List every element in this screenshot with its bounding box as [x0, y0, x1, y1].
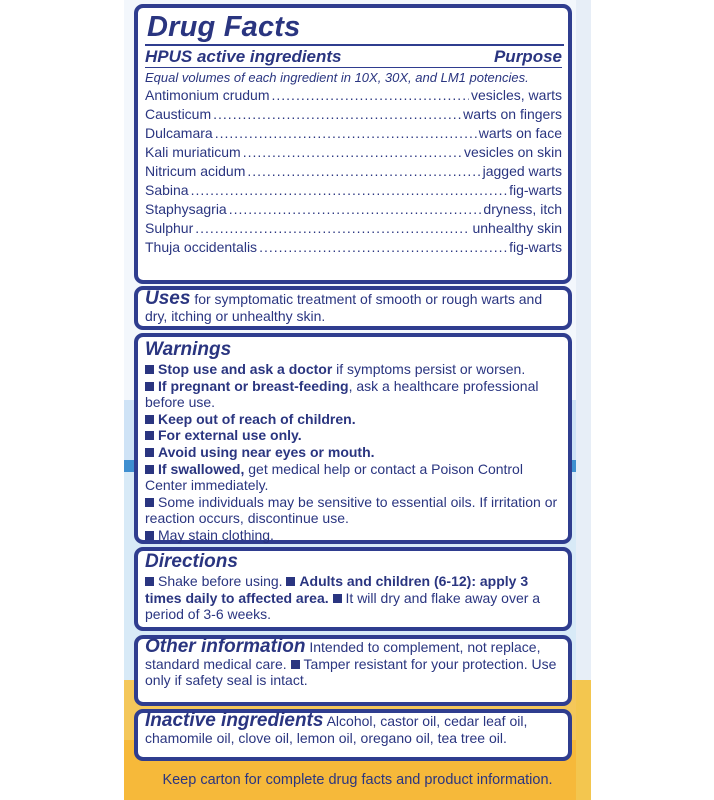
- carton-footer-note: Keep carton for complete drug facts and product information.: [162, 772, 553, 788]
- directions-text: [145, 573, 562, 623]
- warning-item: [145, 461, 562, 494]
- inactive-text: [145, 710, 562, 746]
- leader-dots: [229, 200, 482, 219]
- square-bullet-icon: [145, 577, 154, 586]
- warning-bold: Avoid using near eyes or mouth.: [158, 443, 375, 460]
- ingredient-name: Dulcamara: [145, 125, 213, 141]
- ingredient-row: [145, 238, 562, 257]
- uses-panel: [134, 286, 572, 330]
- other-info-p2: Tamper resistant for your protection. Use only if safety seal is intact.: [145, 655, 557, 689]
- other-info-title: Other information: [145, 636, 306, 657]
- ingredient-name: Staphysagria: [145, 201, 227, 217]
- ingredient-purpose: dryness, itch: [483, 201, 562, 217]
- ingredient-list: [145, 86, 562, 257]
- square-bullet-icon: [145, 415, 154, 424]
- square-bullet-icon: [145, 531, 154, 540]
- warnings-title: Warnings: [145, 339, 232, 360]
- ingredient-purpose: fig-warts: [509, 239, 562, 255]
- leader-dots: [215, 124, 477, 143]
- warning-text: May stain clothing.: [158, 526, 274, 543]
- ingredient-name: Sabina: [145, 182, 189, 198]
- ingredient-row: [145, 105, 562, 124]
- warning-text: if symptoms persist or worsen.: [332, 361, 526, 377]
- other-info-text: [145, 636, 562, 689]
- square-bullet-icon: [333, 594, 342, 603]
- uses-title: Uses: [145, 288, 191, 309]
- warnings-panel: [134, 333, 572, 544]
- ingredient-name: Causticum: [145, 106, 212, 122]
- ingredients-header-right: Purpose: [493, 47, 562, 66]
- uses-text: for symptomatic treatment of smooth or rough warts and dry, itching or unhealthy skin.: [145, 291, 543, 324]
- inactive-ingredients-panel: [134, 709, 572, 761]
- square-bullet-icon: [145, 431, 154, 440]
- active-ingredients-panel: [134, 4, 572, 284]
- ingredient-purpose: jagged warts: [482, 163, 562, 179]
- warning-bold: If swallowed,: [158, 460, 245, 477]
- ingredient-name: Nitricum acidum: [145, 163, 246, 179]
- carton-edge: [576, 0, 591, 800]
- warning-item: [145, 378, 562, 411]
- leader-dots: [243, 143, 462, 162]
- warning-item: [145, 361, 562, 378]
- ingredient-name: Antimonium crudum: [145, 87, 270, 103]
- directions-panel: [134, 547, 572, 631]
- ingredient-name: Sulphur: [145, 220, 194, 236]
- warning-bold: Keep out of reach of children.: [158, 410, 356, 427]
- ingredient-purpose: unhealthy skin: [472, 220, 562, 236]
- square-bullet-icon: [291, 660, 300, 669]
- ingredient-name: Kali muriaticum: [145, 144, 241, 160]
- ingredient-row: [145, 162, 562, 181]
- inactive-list: Alcohol, castor oil, cedar leaf oil, chamomile oil, clove oil, lemon oil, oregano oil, tea tree oil.: [145, 713, 528, 746]
- directions-title: Directions: [145, 551, 238, 572]
- leader-dots: [247, 162, 480, 181]
- ingredient-row: [145, 219, 562, 238]
- ingredients-header: [145, 46, 562, 67]
- header-rule: [145, 67, 562, 68]
- square-bullet-icon: [145, 382, 154, 391]
- warning-bold: If pregnant or breast-feeding: [158, 377, 349, 394]
- ingredient-row: [145, 124, 562, 143]
- ingredient-name: Thuja occidentalis: [145, 239, 258, 255]
- leader-dots: [191, 181, 508, 200]
- ingredient-purpose: warts on fingers: [463, 106, 562, 122]
- warning-text: , ask a healthcare professional before use.: [145, 377, 539, 411]
- warning-item: [145, 494, 562, 527]
- warning-bold: For external use only.: [158, 427, 302, 444]
- leader-dots: [213, 105, 461, 124]
- leader-dots: [259, 238, 507, 257]
- square-bullet-icon: [145, 498, 154, 507]
- square-bullet-icon: [145, 448, 154, 457]
- ingredient-purpose: warts on face: [478, 125, 562, 141]
- ingredient-row: [145, 143, 562, 162]
- ingredient-purpose: vesicles, warts: [470, 87, 562, 103]
- inactive-title: Inactive ingredients: [145, 710, 324, 731]
- other-info-p1: Intended to complement, not replace, standard medical care.: [145, 639, 541, 672]
- ingredients-header-left: HPUS active ingredients: [145, 47, 342, 66]
- ingredient-purpose: vesicles on skin: [463, 144, 562, 160]
- square-bullet-icon: [286, 577, 295, 586]
- warning-item: [145, 444, 562, 461]
- directions-step-1: Shake before using.: [158, 573, 283, 589]
- square-bullet-icon: [145, 365, 154, 374]
- warning-text: get medical help or contact a Poison Control Center immediately.: [145, 460, 523, 494]
- uses-paragraph: [145, 288, 562, 324]
- warning-item: [145, 527, 562, 544]
- directions-step-2: Adults and children (6-12): apply 3 times daily to affected area.: [145, 573, 529, 606]
- leader-dots: [272, 86, 469, 105]
- warning-item: [145, 411, 562, 428]
- leader-dots: [195, 219, 470, 238]
- warning-bold: Stop use and ask a doctor: [158, 361, 333, 377]
- directions-step-3: It will dry and flake away over a period of 3-6 weeks.: [145, 589, 541, 623]
- drug-facts-title: Drug Facts: [147, 11, 301, 43]
- ingredient-row: [145, 181, 562, 200]
- ingredient-purpose: fig-warts: [509, 182, 562, 198]
- potency-note: Equal volumes of each ingredient in 10X, 30X, and LM1 potencies.: [145, 70, 529, 85]
- warning-text: Some individuals may be sensitive to essential oils. If irritation or reaction occurs, discontinue use.: [145, 493, 558, 527]
- ingredient-row: [145, 200, 562, 219]
- warning-item: [145, 427, 562, 444]
- ingredient-row: [145, 86, 562, 105]
- square-bullet-icon: [145, 465, 154, 474]
- other-info-panel: [134, 635, 572, 706]
